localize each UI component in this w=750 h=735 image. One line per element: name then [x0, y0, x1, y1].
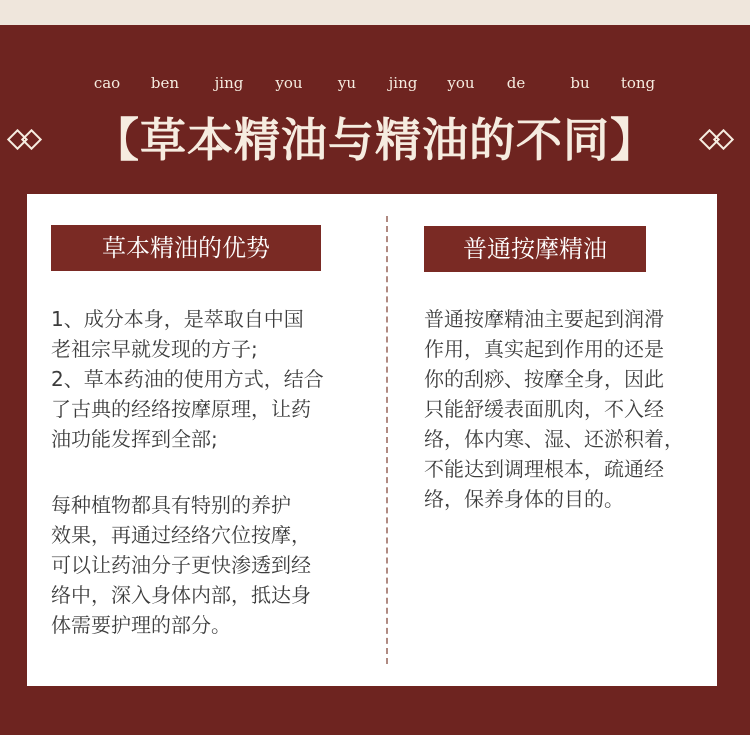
comparison-card	[27, 194, 717, 686]
right-paragraph: 普通按摩精油主要起到润滑 作用，真实起到作用的还是 你的刮痧、按摩全身，因此 只能舒缓表面肌肉，不入经 络，体内寒、湿、还淤积着， 不能达到调理根本，疏通经 络，保养身体的目的。	[424, 307, 684, 511]
pinyin-syllable: yu	[337, 74, 357, 92]
pinyin-syllable: jing	[214, 74, 244, 92]
diamond-ornament-icon	[702, 130, 720, 148]
pinyin-syllable: cao	[93, 74, 121, 92]
right-heading: 普通按摩精油	[424, 226, 646, 272]
pinyin-syllable: you	[447, 74, 475, 92]
pinyin-syllable: bu	[570, 74, 590, 92]
pinyin-syllable: jing	[388, 74, 418, 92]
column-divider	[386, 216, 388, 664]
pinyin-syllable: tong	[620, 74, 656, 92]
left-heading: 草本精油的优势	[51, 225, 321, 271]
pinyin-syllable: ben	[150, 74, 180, 92]
diamond-ornament-icon	[10, 130, 28, 148]
left-paragraph-1: 1、成分本身，是萃取自中国 老祖宗早就发现的方子; 2、草本药油的使用方式，结合 了古典的经络按摩原理，让药 油功能发挥到全部;	[51, 307, 324, 451]
pinyin-syllable: you	[275, 74, 303, 92]
pinyin-syllable: de	[506, 74, 526, 92]
title-row	[0, 108, 750, 172]
page-title: 【草本精油与精油的不同】	[93, 113, 657, 167]
bottom-band	[0, 686, 750, 735]
left-paragraph-2: 每种植物都具有特别的养护 效果，再通过经络穴位按摩， 可以让药油分子更快渗透到经 络中，深入身体内部，抵达身 体需要护理的部分。	[51, 493, 311, 637]
top-strip	[0, 0, 750, 25]
